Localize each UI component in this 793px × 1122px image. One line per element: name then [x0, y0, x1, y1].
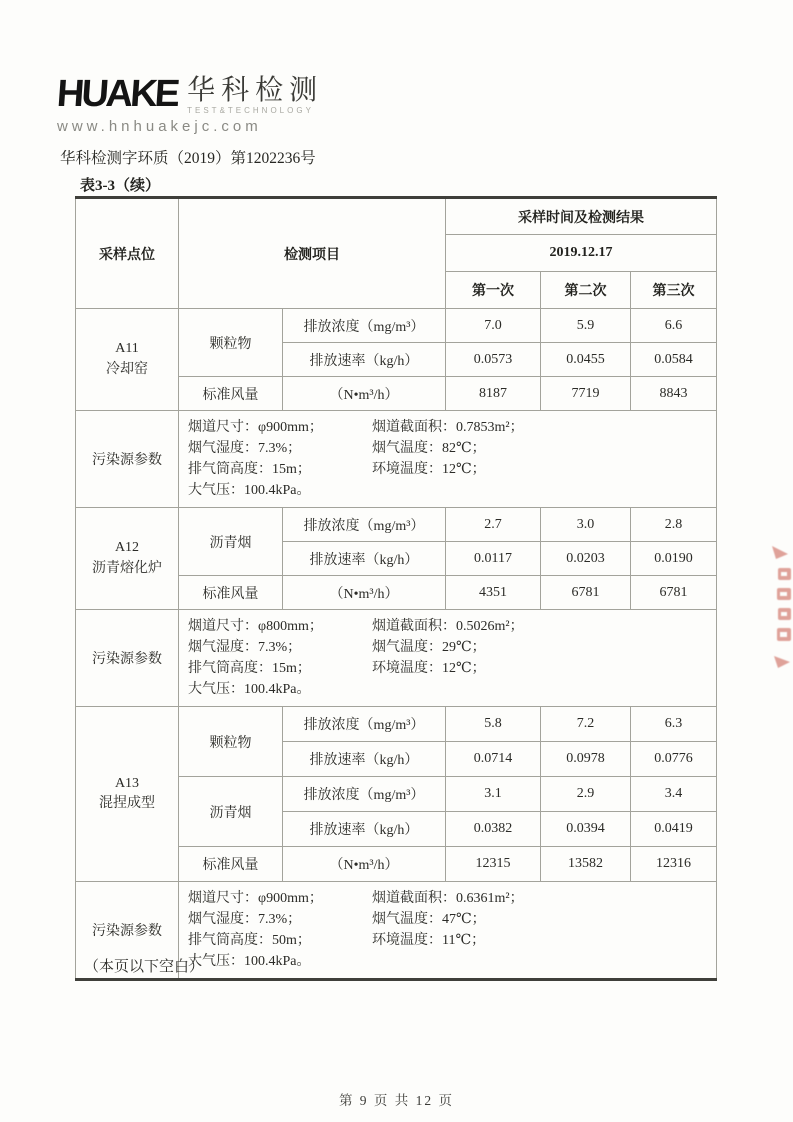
table-caption: 表3-3（续） — [80, 178, 160, 194]
source-params-label: 污染源参数 — [76, 882, 179, 980]
logo-subtitle: TEST&TECHNOLOGY — [187, 106, 314, 116]
param-label: 排放速率（kg/h） — [283, 812, 446, 847]
red-seal-fragment-icon — [762, 544, 793, 672]
param-line: 烟道尺寸：φ800mm； — [188, 619, 323, 634]
param-line: 环境温度：11℃； — [372, 933, 486, 948]
param-line: 烟道尺寸：φ900mm； — [188, 420, 323, 435]
param-label: 排放浓度（mg/m³） — [283, 777, 446, 812]
result-value: 8187 — [446, 377, 541, 411]
point-code: A12 — [114, 540, 140, 556]
header-run-2: 第二次 — [541, 272, 631, 309]
item-label-asphalt-smoke: 沥青烟 — [179, 777, 283, 847]
logo-website: www.hnhuakejc.com — [57, 118, 262, 136]
result-value: 7.0 — [446, 309, 541, 343]
point-a12 — [76, 508, 179, 610]
result-value: 3.1 — [446, 777, 541, 812]
result-value: 0.0455 — [541, 343, 631, 377]
result-value: 2.9 — [541, 777, 631, 812]
param-label: 排放浓度（mg/m³） — [283, 707, 446, 742]
param-line: 烟道截面积：0.5026m²； — [372, 619, 524, 634]
result-value: 0.0776 — [631, 742, 717, 777]
result-value: 2.8 — [631, 508, 717, 542]
result-value: 3.0 — [541, 508, 631, 542]
point-a11 — [76, 309, 179, 411]
page-number: 第 9 页 共 12 页 — [338, 1093, 455, 1108]
logo-wordmark: HUAKE — [55, 73, 179, 115]
param-line: 烟气温度：29℃； — [372, 640, 486, 655]
result-value: 3.4 — [631, 777, 717, 812]
param-line: 环境温度：12℃； — [372, 462, 486, 477]
param-label: 排放浓度（mg/m³） — [283, 508, 446, 542]
param-line: 烟气温度：82℃； — [372, 441, 486, 456]
result-value: 6781 — [631, 576, 717, 610]
point-name: 混捏成型 — [99, 796, 155, 811]
source-params-label: 污染源参数 — [76, 610, 179, 707]
document-number: 华科检测字环质（2019）第1202236号 — [60, 150, 316, 167]
result-value: 0.0382 — [446, 812, 541, 847]
result-value: 5.8 — [446, 707, 541, 742]
source-params-a12 — [179, 610, 717, 707]
param-line: 烟道尺寸：φ900mm； — [188, 891, 323, 906]
param-label: 排放浓度（mg/m³） — [283, 309, 446, 343]
header-results: 采样时间及检测结果 — [446, 198, 717, 235]
header-run-3: 第三次 — [631, 272, 717, 309]
result-value: 5.9 — [541, 309, 631, 343]
result-value: 6781 — [541, 576, 631, 610]
result-value: 0.0419 — [631, 812, 717, 847]
header-sampling-point: 采样点位 — [76, 198, 179, 309]
point-code: A11 — [115, 341, 139, 357]
item-label-asphalt-smoke: 沥青烟 — [179, 508, 283, 576]
result-value: 8843 — [631, 377, 717, 411]
source-params-a13 — [179, 882, 717, 980]
item-label-std-flow: 标准风量 — [179, 847, 283, 882]
item-label-particulate: 颗粒物 — [179, 707, 283, 777]
results-table — [75, 196, 717, 981]
param-line: 环境温度：12℃； — [372, 661, 486, 676]
result-value: 12315 — [446, 847, 541, 882]
param-line: 排气筒高度：50m； — [188, 933, 311, 948]
result-value: 0.0978 — [541, 742, 631, 777]
source-params-label: 污染源参数 — [76, 411, 179, 508]
point-a13 — [76, 707, 179, 882]
param-line: 大气压：100.4kPa。 — [188, 682, 311, 697]
param-label: 排放速率（kg/h） — [283, 742, 446, 777]
result-value: 13582 — [541, 847, 631, 882]
result-value: 7719 — [541, 377, 631, 411]
point-name: 冷却窑 — [106, 361, 148, 377]
param-line: 大气压：100.4kPa。 — [188, 483, 311, 498]
result-value: 4351 — [446, 576, 541, 610]
result-value: 7.2 — [541, 707, 631, 742]
item-label-std-flow: 标准风量 — [179, 576, 283, 610]
param-line: 烟气湿度：7.3%； — [188, 441, 302, 456]
param-line: 大气压：100.4kPa。 — [188, 954, 311, 969]
company-logo — [55, 73, 324, 136]
result-value: 2.7 — [446, 508, 541, 542]
param-label: 排放速率（kg/h） — [283, 343, 446, 377]
result-value: 6.6 — [631, 309, 717, 343]
param-label: （N•m³/h） — [283, 847, 446, 882]
param-label: （N•m³/h） — [283, 377, 446, 411]
param-line: 烟道截面积：0.7853m²； — [372, 420, 524, 435]
source-params-a11 — [179, 411, 717, 508]
result-value: 0.0714 — [446, 742, 541, 777]
point-code: A13 — [114, 775, 140, 791]
param-line: 烟气湿度：7.3%； — [188, 640, 302, 655]
result-value: 12316 — [631, 847, 717, 882]
result-value: 6.3 — [631, 707, 717, 742]
param-label: 排放速率（kg/h） — [283, 542, 446, 576]
point-name: 沥青熔化炉 — [92, 560, 162, 576]
blank-page-note: （本页以下空白） — [84, 959, 205, 975]
result-value: 0.0394 — [541, 812, 631, 847]
header-date: 2019.12.17 — [446, 235, 717, 272]
header-test-item: 检测项目 — [179, 198, 446, 309]
param-line: 排气筒高度：15m； — [188, 661, 311, 676]
result-value: 0.0584 — [631, 343, 717, 377]
result-value: 0.0117 — [446, 542, 541, 576]
result-value: 0.0190 — [631, 542, 717, 576]
param-line: 烟气湿度：7.3%； — [188, 912, 302, 927]
param-line: 烟气温度：47℃； — [372, 912, 486, 927]
header-run-1: 第一次 — [446, 272, 541, 309]
logo-cn-name: 华科检测 — [187, 75, 324, 106]
param-label: （N•m³/h） — [283, 576, 446, 610]
param-line: 烟道截面积：0.6361m²； — [372, 891, 524, 906]
result-value: 0.0203 — [541, 542, 631, 576]
result-value: 0.0573 — [446, 343, 541, 377]
param-line: 排气筒高度：15m； — [188, 462, 311, 477]
item-label-particulate: 颗粒物 — [179, 309, 283, 377]
item-label-std-flow: 标准风量 — [179, 377, 283, 411]
